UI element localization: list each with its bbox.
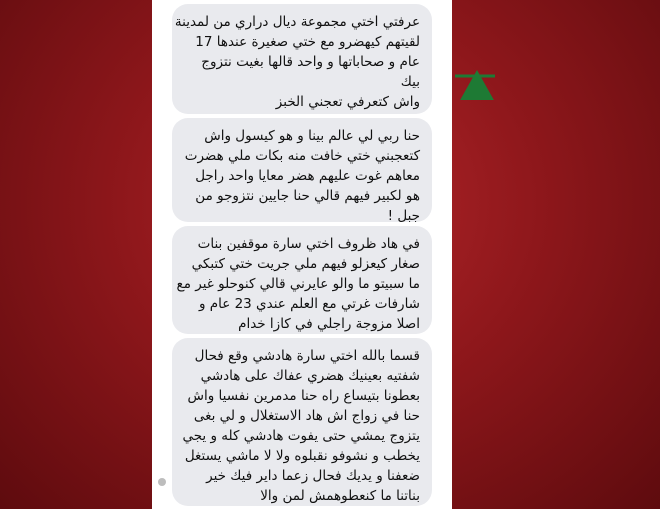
message-line: عام و صحاباتها و واحد قالها بغيت نتزوج (201, 54, 420, 70)
message-bubble (172, 226, 432, 334)
message-line: بيك (400, 74, 420, 90)
message-bubble (172, 118, 432, 222)
message-line: ما سبيتو ما والو عايرني قالي كنوحلو غير مع (176, 276, 420, 292)
message-line: ضعفنا و يديك فحال زعما داير فيك خير (206, 468, 420, 484)
message-line: في هاد ظروف اختي سارة موقفين بنات (197, 236, 420, 252)
message-line: هو لكبير فيهم قالي حنا جايين نتزوجو من (195, 188, 420, 204)
message-line: شارفات غرتي مع العلم عندي 23 عام و (198, 296, 420, 312)
message-line: بناتنا ما كنعطوهمش لمن والا (260, 488, 420, 504)
message-line: شفتيه بعينيك هضري عفاك على هادشي (200, 368, 420, 384)
message-line: اصلا مزوجة راجلي في كازا خدام (238, 316, 420, 332)
message-line: عرفتي اختي مجموعة ديال دراري من لمدينة (174, 14, 420, 30)
message-line: قسما بالله اختي سارة هادشي وقع فحال (194, 348, 420, 364)
message-line: واش كتعرفي تعجني الخبز (275, 94, 420, 110)
message-bubble (172, 338, 432, 506)
message-line: حنا في زواج اش هاد الاستغلال و لي بغى (193, 408, 420, 424)
message-line: لقيتهم كيهضرو مع ختي صغيرة عندها 17 (195, 34, 420, 50)
message-line: يخطب و نشوفو نقبلوه ولا لا ماشي يستغل (184, 448, 420, 464)
message-line: جبل ! (387, 208, 420, 224)
message-line: كتعجبني ختي خافت منه بكات ملي هضرت (184, 148, 420, 164)
message-line: صغار كيعزلو فيهم ملي جريت ختي كتبكي (191, 256, 420, 272)
message-line: يتزوج يمشي حتى يفوت هادشي كله و يجي (182, 428, 420, 444)
message-line: حنا ربي لي عالم بينا و هو كيسول واش (204, 128, 420, 144)
message-line: معاهم غوت عليهم هضر معايا واحد راجل (195, 168, 420, 184)
message-bubble (172, 4, 432, 114)
message-line: بعطونا بتيساع راه حنا مدمرين نفسيا واش (187, 388, 420, 404)
sender-avatar-dot (158, 478, 166, 486)
